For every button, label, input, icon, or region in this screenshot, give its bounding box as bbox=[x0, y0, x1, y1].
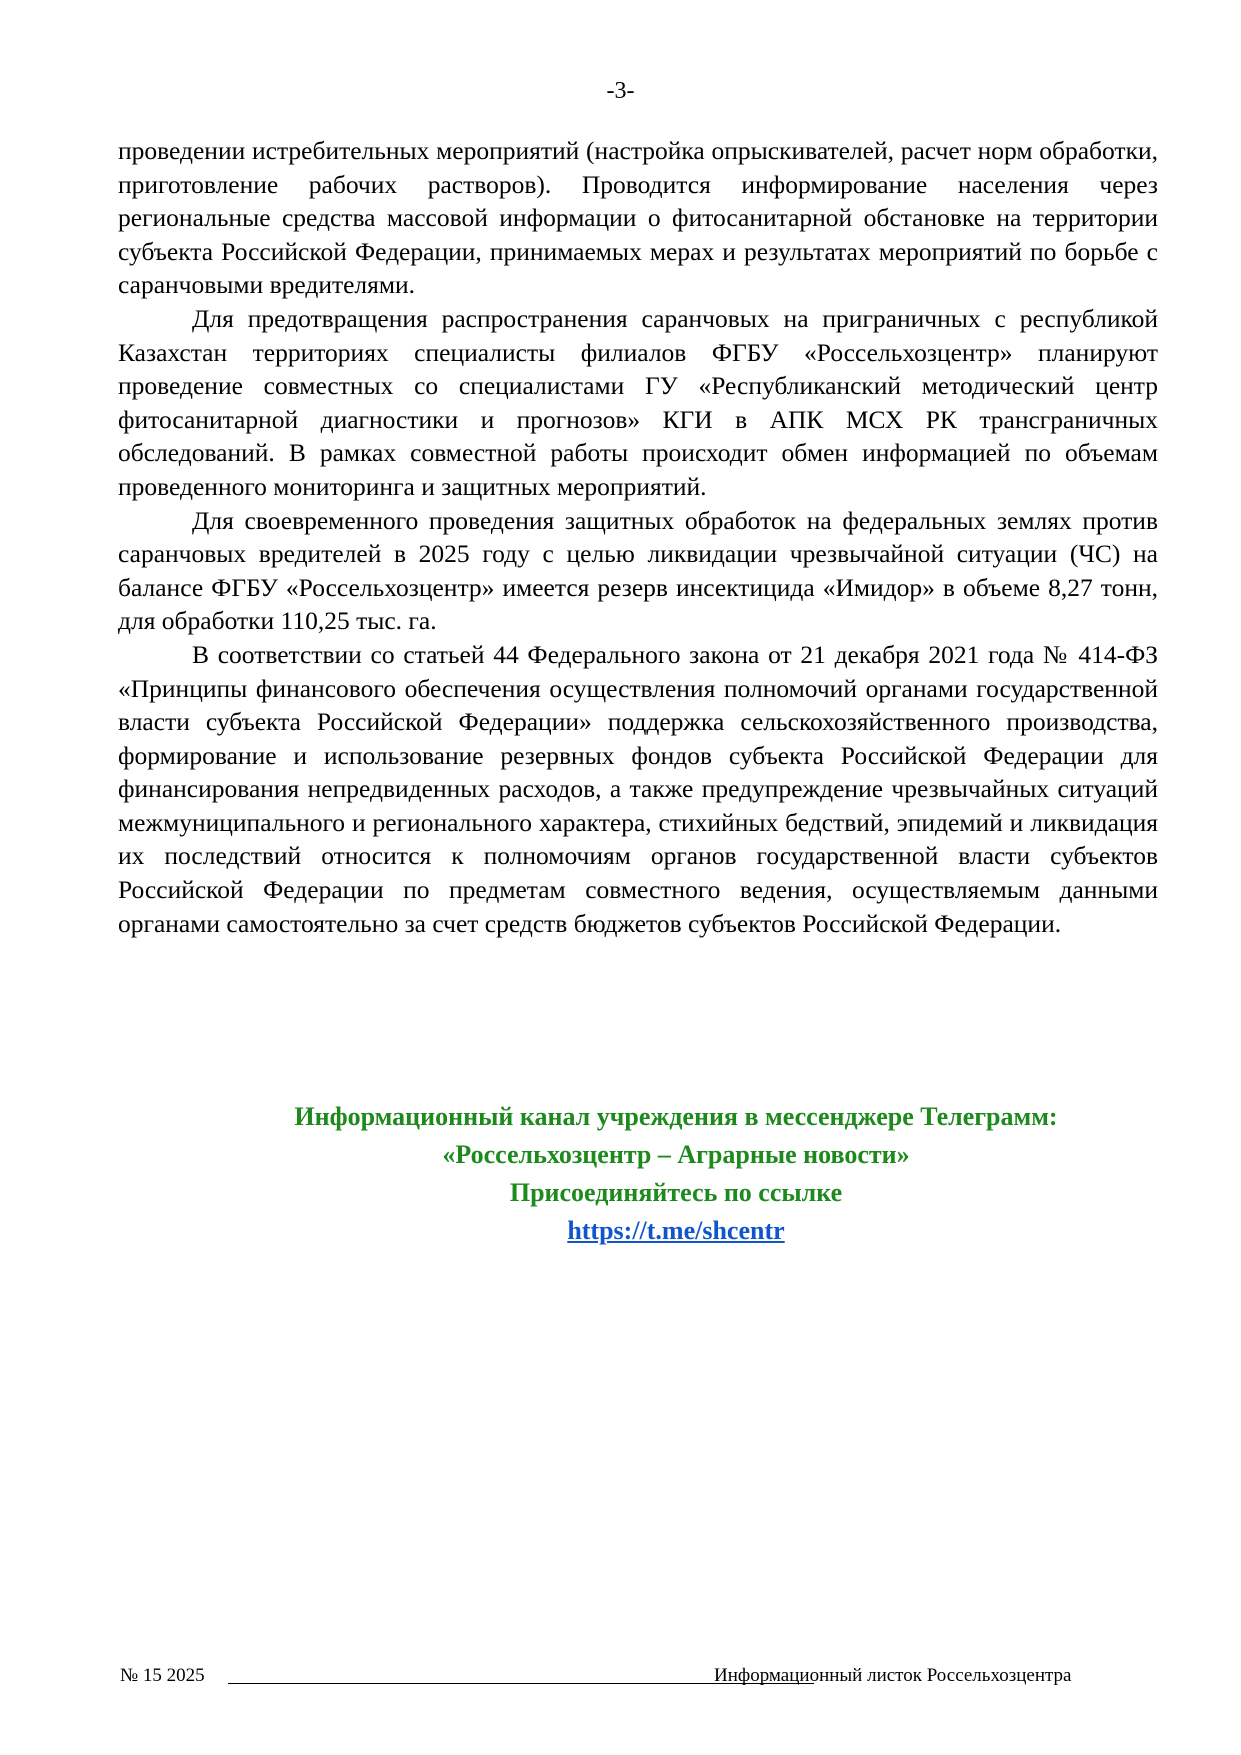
telegram-promo bbox=[246, 1098, 1106, 1250]
paragraph-insecticide-reserve: Для своевременного проведения защитных обработок на федеральных землях против саранчовых вредителей в 2025 году с целью ликвидации чрезвычайной ситуации (ЧС) на балансе ФГБУ «Россельхозцентр» имеется резерв инсектицида «Имидор» в объеме 8,27 тонн, для обработки 110,25 тыс. га. bbox=[118, 505, 1158, 636]
document-body bbox=[118, 134, 1158, 940]
paragraph-federal-law: В соответствии со статьей 44 Федерального закона от 21 декабря 2021 года № 414-ФЗ «Принципы финансового обеспечения осуществления полномочий органами государственной власти субъекта Российской Федерации» поддержка сельскохозяйственного производства, формирование и использование резервных фондов субъекта Российской Федерации для финансирования непредвиденных расходов, а также предупреждение чрезвычайных ситуаций межмуниципального и регионального характера, стихийных бедствий, эпидемий и ликвидация их последствий относится к полномочиям органов государственной власти субъектов Российской Федерации по предметам совместного ведения, осуществляемым данными органами самостоятельно за счет средств бюджетов субъектов Российской Федерации. bbox=[118, 639, 1158, 938]
page-number: -3- bbox=[606, 78, 635, 104]
telegram-link[interactable]: https://t.me/shcentr bbox=[567, 1216, 785, 1245]
footer-title: Информационный листок Россельхозцентра bbox=[714, 1665, 1072, 1686]
footer-issue: № 15 2025 bbox=[120, 1665, 205, 1686]
paragraph-border-monitoring: Для предотвращения распространения саранчовых на приграничных с республикой Казахстан территориях специалисты филиалов ФГБУ «Россельхозцентр» планируют проведение совместных со специалистами ГУ «Республиканский методический центр фитосанитарной диагностики и прогнозов» КГИ в АПК МСХ РК трансграничных обследований. В рамках совместной работы происходит обмен информацией по объемам проведенного мониторинга и защитных мероприятий. bbox=[118, 303, 1158, 501]
paragraph-continuation: проведении истребительных мероприятий (настройка опрыскивателей, расчет норм обработки, приготовление рабочих растворов). Проводится информирование населения через региональные средства массовой информации о фитосанитарной обстановке на территории субъекта Российской Федерации, принимаемых мерах и результатах мероприятий по борьбе с саранчовыми вредителями. bbox=[118, 136, 1158, 300]
promo-line-name: «Россельхозцентр – Аграрные новости» bbox=[442, 1140, 910, 1169]
promo-line-channel: Информационный канал учреждения в мессенджере Телеграмм: bbox=[294, 1102, 1058, 1131]
promo-line-join: Присоединяйтесь по ссылке bbox=[509, 1178, 843, 1207]
